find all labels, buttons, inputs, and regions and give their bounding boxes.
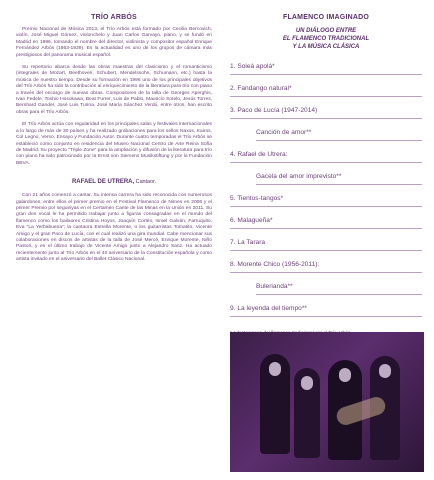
program-item: 9. La leyenda del tiempo** bbox=[230, 305, 422, 317]
subtitle-line: Y LA MÚSICA CLÁSICA bbox=[292, 44, 360, 50]
subtitle-line: UN DIÁLOGO ENTRE bbox=[295, 28, 357, 34]
performer-face bbox=[379, 364, 391, 378]
program-subtitle bbox=[230, 27, 422, 51]
program-item: 6. Malagueña* bbox=[230, 217, 422, 229]
program-item: 5. Tientos-tangos* bbox=[230, 195, 422, 207]
program-item: 8. Morente Chico (1956-2011): bbox=[230, 261, 422, 273]
performer-face bbox=[269, 362, 281, 376]
bio-paragraph-2: Su repertorio abarca desde las obras maestras del clasicismo y el romanticismo (integrales de Mozart, Beethoven, Schubert, Mendelssohn, Schumann, etc.) hasta la música de nuestro tiempo. Desde su formación en 1996 uno de los principales objetivos del Trío Arbós ha sido la contribución al enriquecimiento de la literatura para trío con piano a través del encargo de nuevas obras. Compositores de la talla de Georges Aperghis, Ivan Fedele, Toshio Hosokawa, Beat Furrer, Luis de Pablo, Mauricio Sotelo, Jesús Torres, Bernhard Gander, José Luis Turina, José María Sánchez Verdú, entre otros, han escrito obras para el Trío Arbós. bbox=[16, 65, 212, 115]
program-list bbox=[230, 63, 422, 317]
trio-arbos-heading: TRÍO ARBÓS bbox=[91, 14, 137, 21]
program-subitem: Gacela del amor imprevisto** bbox=[256, 173, 422, 185]
bio-paragraph-3: El Trío Arbós actúa con regularidad en los principales salas y festivales internacionales a lo largo de más de 30 países y ha realizado grabaciones para los sellos Naxos, Kairos, Col Legno, Verso, Ensayo y Fundación Autor. Durante cuatro temporadas el Trío Arbós se estableció como conjunto en residencia del Museo Nacional Centro de Arte Reina Sofía de Madrid. Su proyecto "Triple Zone" para la ampliación y difusión de la literatura para trío con piano ha sido patrocinado por la Ernst von Siemens Musikstiftung y por la Fundación BBVA. bbox=[16, 122, 212, 166]
program-title: FLAMENCO IMAGINADO bbox=[282, 14, 370, 21]
ensemble-photo bbox=[230, 332, 424, 472]
program-subitem: Bulerianda** bbox=[256, 283, 422, 295]
performer-face bbox=[301, 376, 313, 390]
performer-face bbox=[339, 368, 351, 382]
program-item: 2. Fandango natural* bbox=[230, 85, 422, 97]
subtitle-line: EL FLAMENCO TRADICIONAL bbox=[282, 36, 370, 42]
program-item: 4. Rafael de Utrera: bbox=[230, 151, 422, 163]
left-column bbox=[16, 14, 212, 270]
program-subitem: Canción de amor** bbox=[256, 129, 422, 141]
artist-name: RAFAEL DE UTRERA, bbox=[71, 179, 135, 186]
artist-paragraph: Con 21 años comenzó a cantar. Su intensa carrera ha sido reconocida con numerosos galardones, entre ellos el primer premio en el Festival Flamenco de Nimes en 2006 y el primer Premio por seguiriyas en el Certamen Cante de las Minas en la Unión en 2011. Su gran don vocal le ha permitido trabajar junto a figuras consagradas en el mundo del flamenco como los bailaores Cristina Hoyos, Joaquín Cortés, Israel Galván, Farruquito, Eva "La Yerbabuena"; la cantaora Estrella Morente, o los guitarristas Tomatito, Vicente Amigo y el gran Paco de Lucía, con el cual realizó una gira mundial. Cabe mencionar sus colaboraciones en discos de artistas de la talla de José Mercé, Enrique Morente, Niño Pastori, y en el último trabajo de Vicente Amigo junto a Alejandro Sanz. Ha actuado recientemente junto al Trío Arbós en el 40 aniversario de la Constitución española y como artista invitado en el aniversario del Ballet Clásico Nacional. bbox=[16, 193, 212, 263]
program-item: 1. Soleá apolá* bbox=[230, 63, 422, 75]
right-column bbox=[230, 14, 422, 344]
artist-role: Cantaor. bbox=[134, 179, 157, 186]
artist-heading bbox=[16, 179, 212, 185]
program-item: 7. La Tarara bbox=[230, 239, 422, 251]
program-item: 3. Paco de Lucía (1947-2014) bbox=[230, 107, 422, 119]
bio-paragraph-1: Premio Nacional de Música 2013, el Trío Arbós está formado por Cecilia Bercovich, violín, José Miguel Gómez, violonchelo y Juan Carlos Garvayo, piano, y se fundó en Madrid en 1996, tomando el nombre del director, violinista y compositor español Enrique Fernández Arbós (1863-1939). Es la actualidad es uno de los grupos de cámara más prestigiosos del panorama musical español. bbox=[16, 27, 212, 58]
